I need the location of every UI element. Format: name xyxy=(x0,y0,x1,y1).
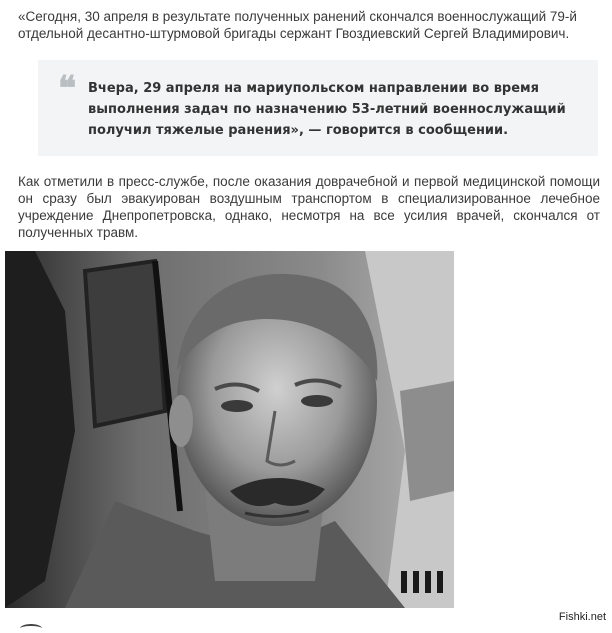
quote-icon-fragment xyxy=(20,624,42,633)
quote-text: Вчера, 29 апреля на мариупольском направлении во время выполнения задач по назначению 53-летний военнослужащий получил тяжелые ранения», — говорится в сообщении. xyxy=(88,81,566,138)
article-paragraph: «Сегодня, 30 апреля в результате полученных ранений скончался военнослужащий 79-й отдельной десантно-штурмовой бригады сержант Гвоздиевский Сергей Владимирович. xyxy=(18,9,577,41)
blockquote xyxy=(38,60,598,156)
quote-icon: ❝ xyxy=(58,69,77,109)
portrait-photo xyxy=(5,251,454,608)
watermark: Fishki.net xyxy=(558,611,606,623)
article-paragraph-2: Как отметили в пресс-службе, после оказания доврачебной и первой медицинской помощи он сразу был эвакуирован воздушным транспортом в специализированное лечебное учреждение Днепропетровска, однако, несмотря на все усилия врачей, скончался от полученных травм. xyxy=(18,174,600,240)
